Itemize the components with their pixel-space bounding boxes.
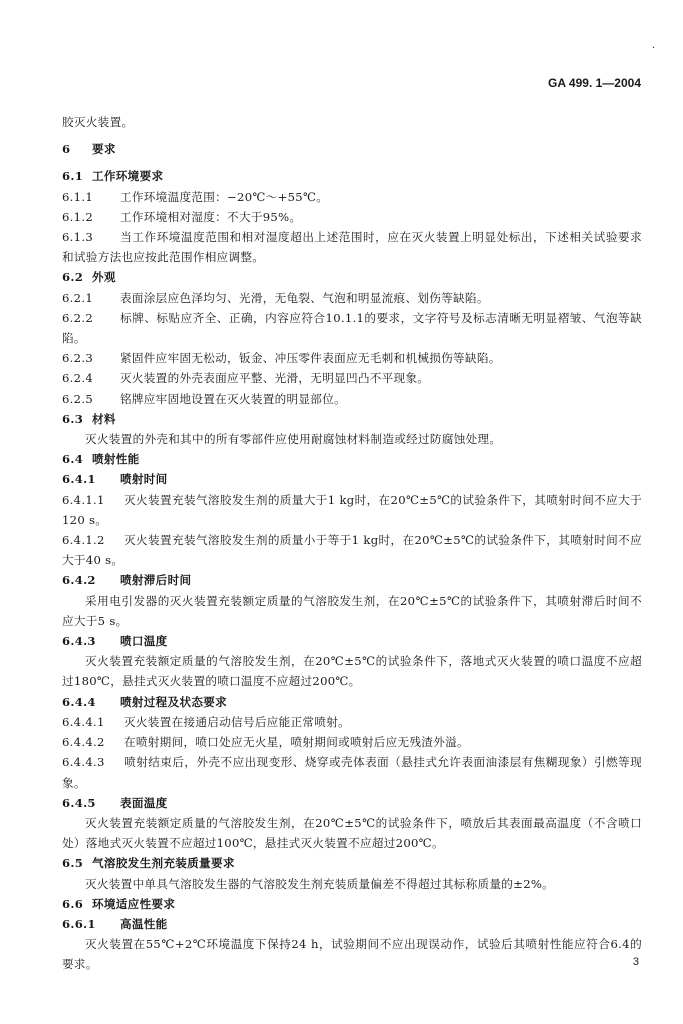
- clause-line: [62, 894, 642, 914]
- clause-text: 灭火装置充装气溶胶发生剂的质量小于等于1 kg时，在20℃±5℃的试验条件下，其喷射时间不应大于40 s。: [62, 533, 642, 568]
- paragraph-line: [62, 112, 642, 132]
- clause-line: [62, 449, 642, 469]
- clause-text: 喷射结束后，外壳不应出现变形、烧穿或壳体表面（悬挂式允许表面油漆层有焦糊现象）引燃等现象。: [62, 755, 642, 790]
- clause-line: [62, 288, 642, 308]
- clause-line: [62, 631, 642, 651]
- paragraph-line: [62, 934, 642, 974]
- clause-text: 灭火装置的外壳和其中的所有零部件应使用耐腐蚀材料制造或经过防腐蚀处理。: [85, 432, 502, 447]
- clause-number: 6.1.1: [62, 189, 93, 204]
- clause-number: 6.4.3: [62, 634, 96, 649]
- clause-heading: 喷射滞后时间: [120, 573, 192, 588]
- clause-number: 6.1.3: [62, 230, 93, 245]
- clause-text: 当工作环境温度范围和相对湿度超出上述范围时，应在灭火装置上明显处标出，下述相关试验要求和试验方法也应按此范围作相应调整。: [62, 230, 642, 265]
- clause-text: 表面涂层应色泽均匀、光滑，无龟裂、气泡和明显流痕、划伤等缺陷。: [120, 290, 489, 305]
- clause-number: 6.4.4.3: [62, 755, 105, 770]
- clause-number: 6.2: [62, 270, 84, 285]
- clause-line: [62, 793, 642, 813]
- clause-text: 工作环境温度范围：−20℃～+55℃。: [120, 189, 329, 204]
- clause-line: [62, 409, 642, 429]
- clause-text: 灭火装置充装额定质量的气溶胶发生剂，在20℃±5℃的试验条件下，落地式灭火装置的喷口温度不应超过180℃，悬挂式灭火装置的喷口温度不应超过200℃。: [62, 654, 642, 689]
- clause-number: 6.4.4.2: [62, 735, 105, 750]
- clause-text: 灭火装置在55℃+2℃环境温度下保持24 h，试验期间不应出现误动作，试验后其喷射性能应符合6.4的要求。: [62, 937, 642, 972]
- clause-line: [62, 389, 642, 409]
- clause-number: 6.4.4.1: [62, 714, 105, 729]
- clause-number: 6.4.2: [62, 573, 96, 588]
- clause-line: [62, 469, 642, 489]
- clause-number: 6.4.5: [62, 795, 96, 810]
- clause-number: 6.1: [62, 169, 84, 184]
- document-code: GA 499. 1—2004: [548, 76, 641, 90]
- clause-line: [62, 752, 642, 792]
- clause-heading: 外观: [92, 270, 116, 285]
- clause-number: 6.6: [62, 896, 84, 911]
- clause-line: [62, 914, 642, 934]
- clause-text: 胶灭火装置。: [62, 115, 134, 129]
- clause-line: [62, 530, 642, 570]
- clause-number: 6.2.4: [62, 371, 93, 386]
- clause-heading: 工作环境要求: [92, 169, 164, 184]
- clause-number: 6.1.2: [62, 209, 93, 224]
- clause-text: 铭牌应牢固地设置在灭火装置的明显部位。: [120, 391, 346, 406]
- clause-number: 6.2.2: [62, 310, 93, 325]
- corner-mark: .: [651, 40, 655, 51]
- clause-number: 6.4: [62, 452, 84, 467]
- paragraph-line: [62, 591, 642, 631]
- clause-text: 灭火装置中单具气溶胶发生器的气溶胶发生剂充装质量偏差不得超过其标称质量的±2%。: [85, 876, 555, 891]
- clause-line: [62, 267, 642, 287]
- clause-heading: 喷口温度: [120, 634, 168, 649]
- clause-heading: 喷射性能: [92, 452, 140, 467]
- clause-text: 采用电引发器的灭火装置充装额定质量的气溶胶发生剂，在20℃±5℃的试验条件下，其喷射滞后时间不应大于5 s。: [62, 593, 642, 628]
- page-number: 3: [632, 956, 639, 968]
- clause-line: [62, 570, 642, 590]
- clause-number: 6.6.1: [62, 916, 96, 931]
- clause-heading: 环境适应性要求: [92, 896, 176, 911]
- clause-line: [62, 732, 642, 752]
- clause-text: 灭火装置充装额定质量的气溶胶发生剂，在20℃±5℃的试验条件下，喷放后其表面最高温度（不含喷口处）落地式灭火装置不应超过100℃，悬挂式灭火装置不应超过200℃。: [62, 815, 642, 851]
- paragraph-line: [62, 813, 642, 853]
- clause-number: 6.5: [62, 856, 84, 871]
- clause-heading: 材料: [92, 411, 116, 426]
- clause-heading: 高温性能: [120, 916, 168, 931]
- clause-text: 工作环境相对湿度：不大于95%。: [120, 209, 302, 224]
- clause-line: [62, 308, 642, 348]
- clause-line: [62, 490, 642, 530]
- clause-text: 灭火装置在接通启动信号后应能正常喷射。: [124, 714, 350, 729]
- page-body: [62, 112, 642, 975]
- clause-text: 紧固件应牢固无松动，钣金、冲压零件表面应无毛刺和机械损伤等缺陷。: [120, 351, 501, 366]
- clause-heading: 喷射过程及状态要求: [120, 694, 228, 709]
- clause-line: [62, 207, 642, 227]
- clause-number: 6.4.1.2: [62, 533, 105, 548]
- clause-line: [62, 712, 642, 732]
- clause-line: [62, 368, 642, 388]
- clause-number: 6.4.1.1: [62, 492, 105, 507]
- clause-heading: 气溶胶发生剂充装质量要求: [92, 856, 235, 871]
- clause-number: 6.2.1: [62, 290, 93, 305]
- clause-line: [62, 139, 642, 159]
- clause-number: 6.4.4: [62, 694, 96, 709]
- clause-line: [62, 166, 642, 186]
- paragraph-line: [62, 429, 642, 449]
- clause-line: [62, 853, 642, 873]
- clause-number: 6.3: [62, 411, 84, 426]
- clause-line: [62, 692, 642, 712]
- clause-text: 灭火装置的外壳表面应平整、光滑，无明显凹凸不平现象。: [120, 371, 430, 386]
- paragraph-line: [62, 651, 642, 691]
- clause-heading: 表面温度: [120, 795, 168, 810]
- clause-number: 6.4.1: [62, 472, 96, 487]
- clause-heading: 要求: [92, 142, 116, 157]
- paragraph-line: [62, 874, 642, 894]
- clause-text: 标牌、标贴应齐全、正确，内容应符合10.1.1的要求，文字符号及标志清晰无明显褶皱、气泡等缺陷。: [62, 310, 642, 346]
- clause-text: 在喷射期间，喷口处应无火星，喷射期间或喷射后应无残渣外溢。: [124, 735, 469, 750]
- clause-number: 6.2.5: [62, 391, 93, 406]
- clause-text: 灭火装置充装气溶胶发生剂的质量大于1 kg时，在20℃±5℃的试验条件下，其喷射时间不应大于120 s。: [62, 492, 642, 527]
- clause-heading: 喷射时间: [120, 472, 168, 487]
- clause-line: [62, 348, 642, 368]
- clause-line: [62, 187, 642, 207]
- clause-number: 6.2.3: [62, 351, 93, 366]
- clause-number: 6: [62, 142, 71, 157]
- clause-line: [62, 227, 642, 267]
